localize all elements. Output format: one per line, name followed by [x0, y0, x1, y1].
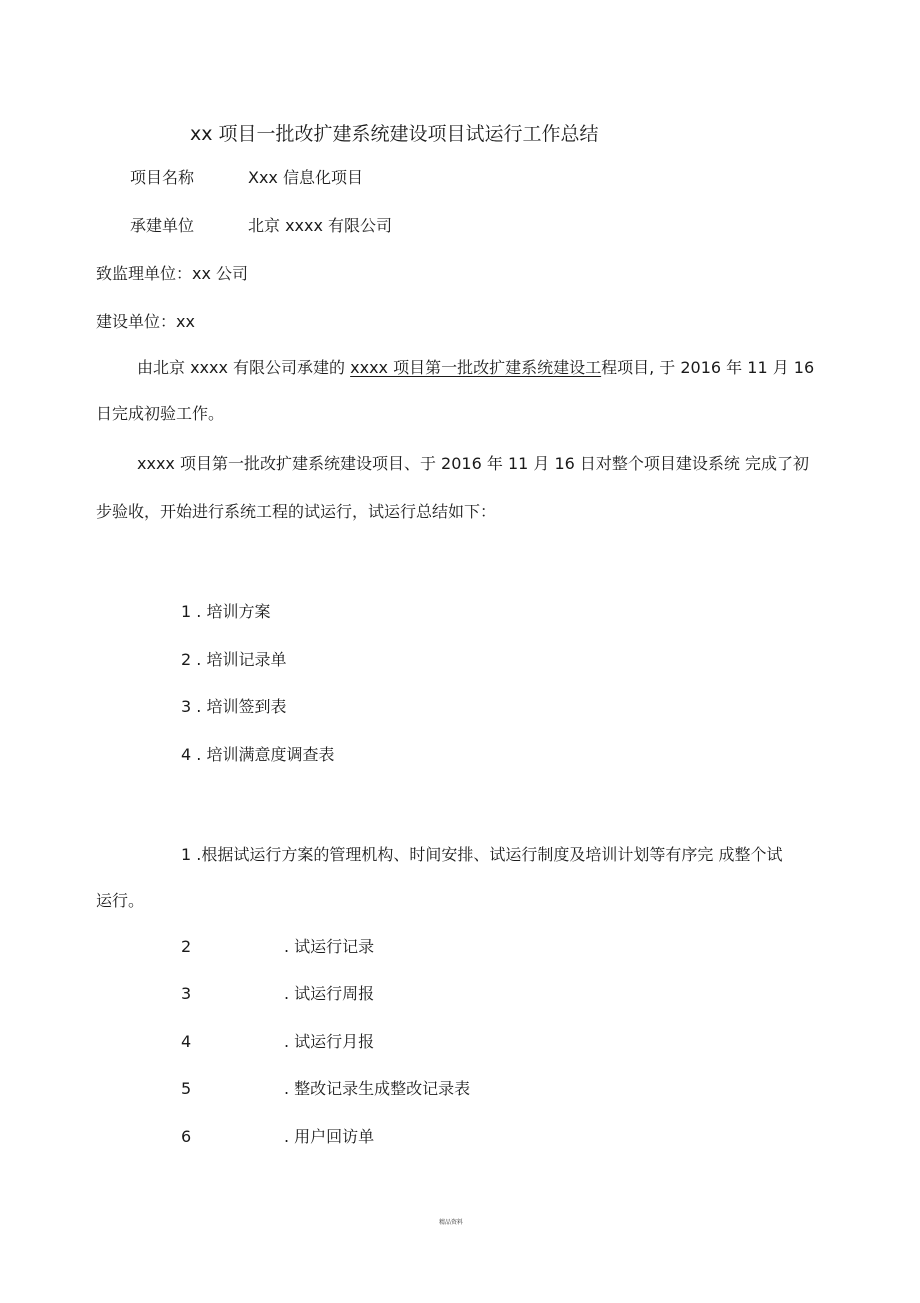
list-item-text: . 培训方案 [196, 602, 271, 621]
list-item-text: . 培训满意度调查表 [196, 745, 335, 764]
list-item [181, 697, 286, 717]
contractor-value: 北京 xxxx 有限公司 [248, 216, 393, 235]
list-item [181, 650, 286, 670]
paragraph-3-line-1: 1 .根据试运行方案的管理机构、时间安排、试运行制度及培训计划等有序完 成整个试 [181, 845, 783, 864]
list-item-number: 2 [181, 650, 192, 669]
list-item [181, 745, 334, 765]
paragraph-1-text-a: 由北京 xxxx 有限公司承建的 [137, 358, 351, 377]
paragraph-3-line-2: 运行。 [96, 891, 145, 910]
contractor-label: 承建单位 [130, 216, 195, 235]
list-item-text: . 培训记录单 [196, 650, 287, 669]
project-name-value: Xxx 信息化项目 [248, 168, 363, 187]
list-item-text: . 试运行周报 [284, 984, 375, 1003]
owner-line: 建设单位：xx [96, 312, 195, 331]
paragraph-2-line-1: xxxx 项目第一批改扩建系统建设项目、于 2016 年 11 月 16 日对整个项目建设系统 完成了初 [137, 454, 810, 473]
paragraph-2-line-2: 步验收，开始进行系统工程的试运行，试运行总结如下： [96, 502, 497, 521]
list-item-number: 2 [181, 937, 192, 956]
list-item-number: 1 [181, 602, 192, 621]
list-item-number: 4 [181, 745, 192, 764]
list-item-number: 5 [181, 1079, 192, 1098]
project-name-label: 项目名称 [130, 168, 195, 187]
list-item-text: . 整改记录生成整改记录表 [284, 1079, 471, 1098]
list-item-text: . 试运行月报 [284, 1032, 375, 1051]
list-item-number: 4 [181, 1032, 192, 1051]
list-item-text: . 培训签到表 [196, 697, 287, 716]
list-item-number: 3 [181, 697, 192, 716]
supervisor-line: 致监理单位：xx 公司 [96, 264, 249, 283]
footer-watermark: 精品资料 [439, 1219, 464, 1226]
list-item-text: . 试运行记录 [284, 937, 375, 956]
paragraph-1-text-b: 程项目, 于 2016 年 11 月 16 [601, 358, 815, 377]
list-item-number: 6 [181, 1127, 192, 1146]
document-title: xx 项目一批改扩建系统建设项目试运行工作总结 [190, 123, 599, 145]
paragraph-1-line-1 [137, 358, 814, 378]
list-item-text: . 用户回访单 [284, 1127, 375, 1146]
paragraph-1-underlined-text: xxxx 项目第一批改扩建系统建设工 [350, 358, 602, 377]
list-item [181, 602, 270, 622]
list-item-number: 3 [181, 984, 192, 1003]
paragraph-1-line-2: 日完成初验工作。 [96, 404, 225, 423]
